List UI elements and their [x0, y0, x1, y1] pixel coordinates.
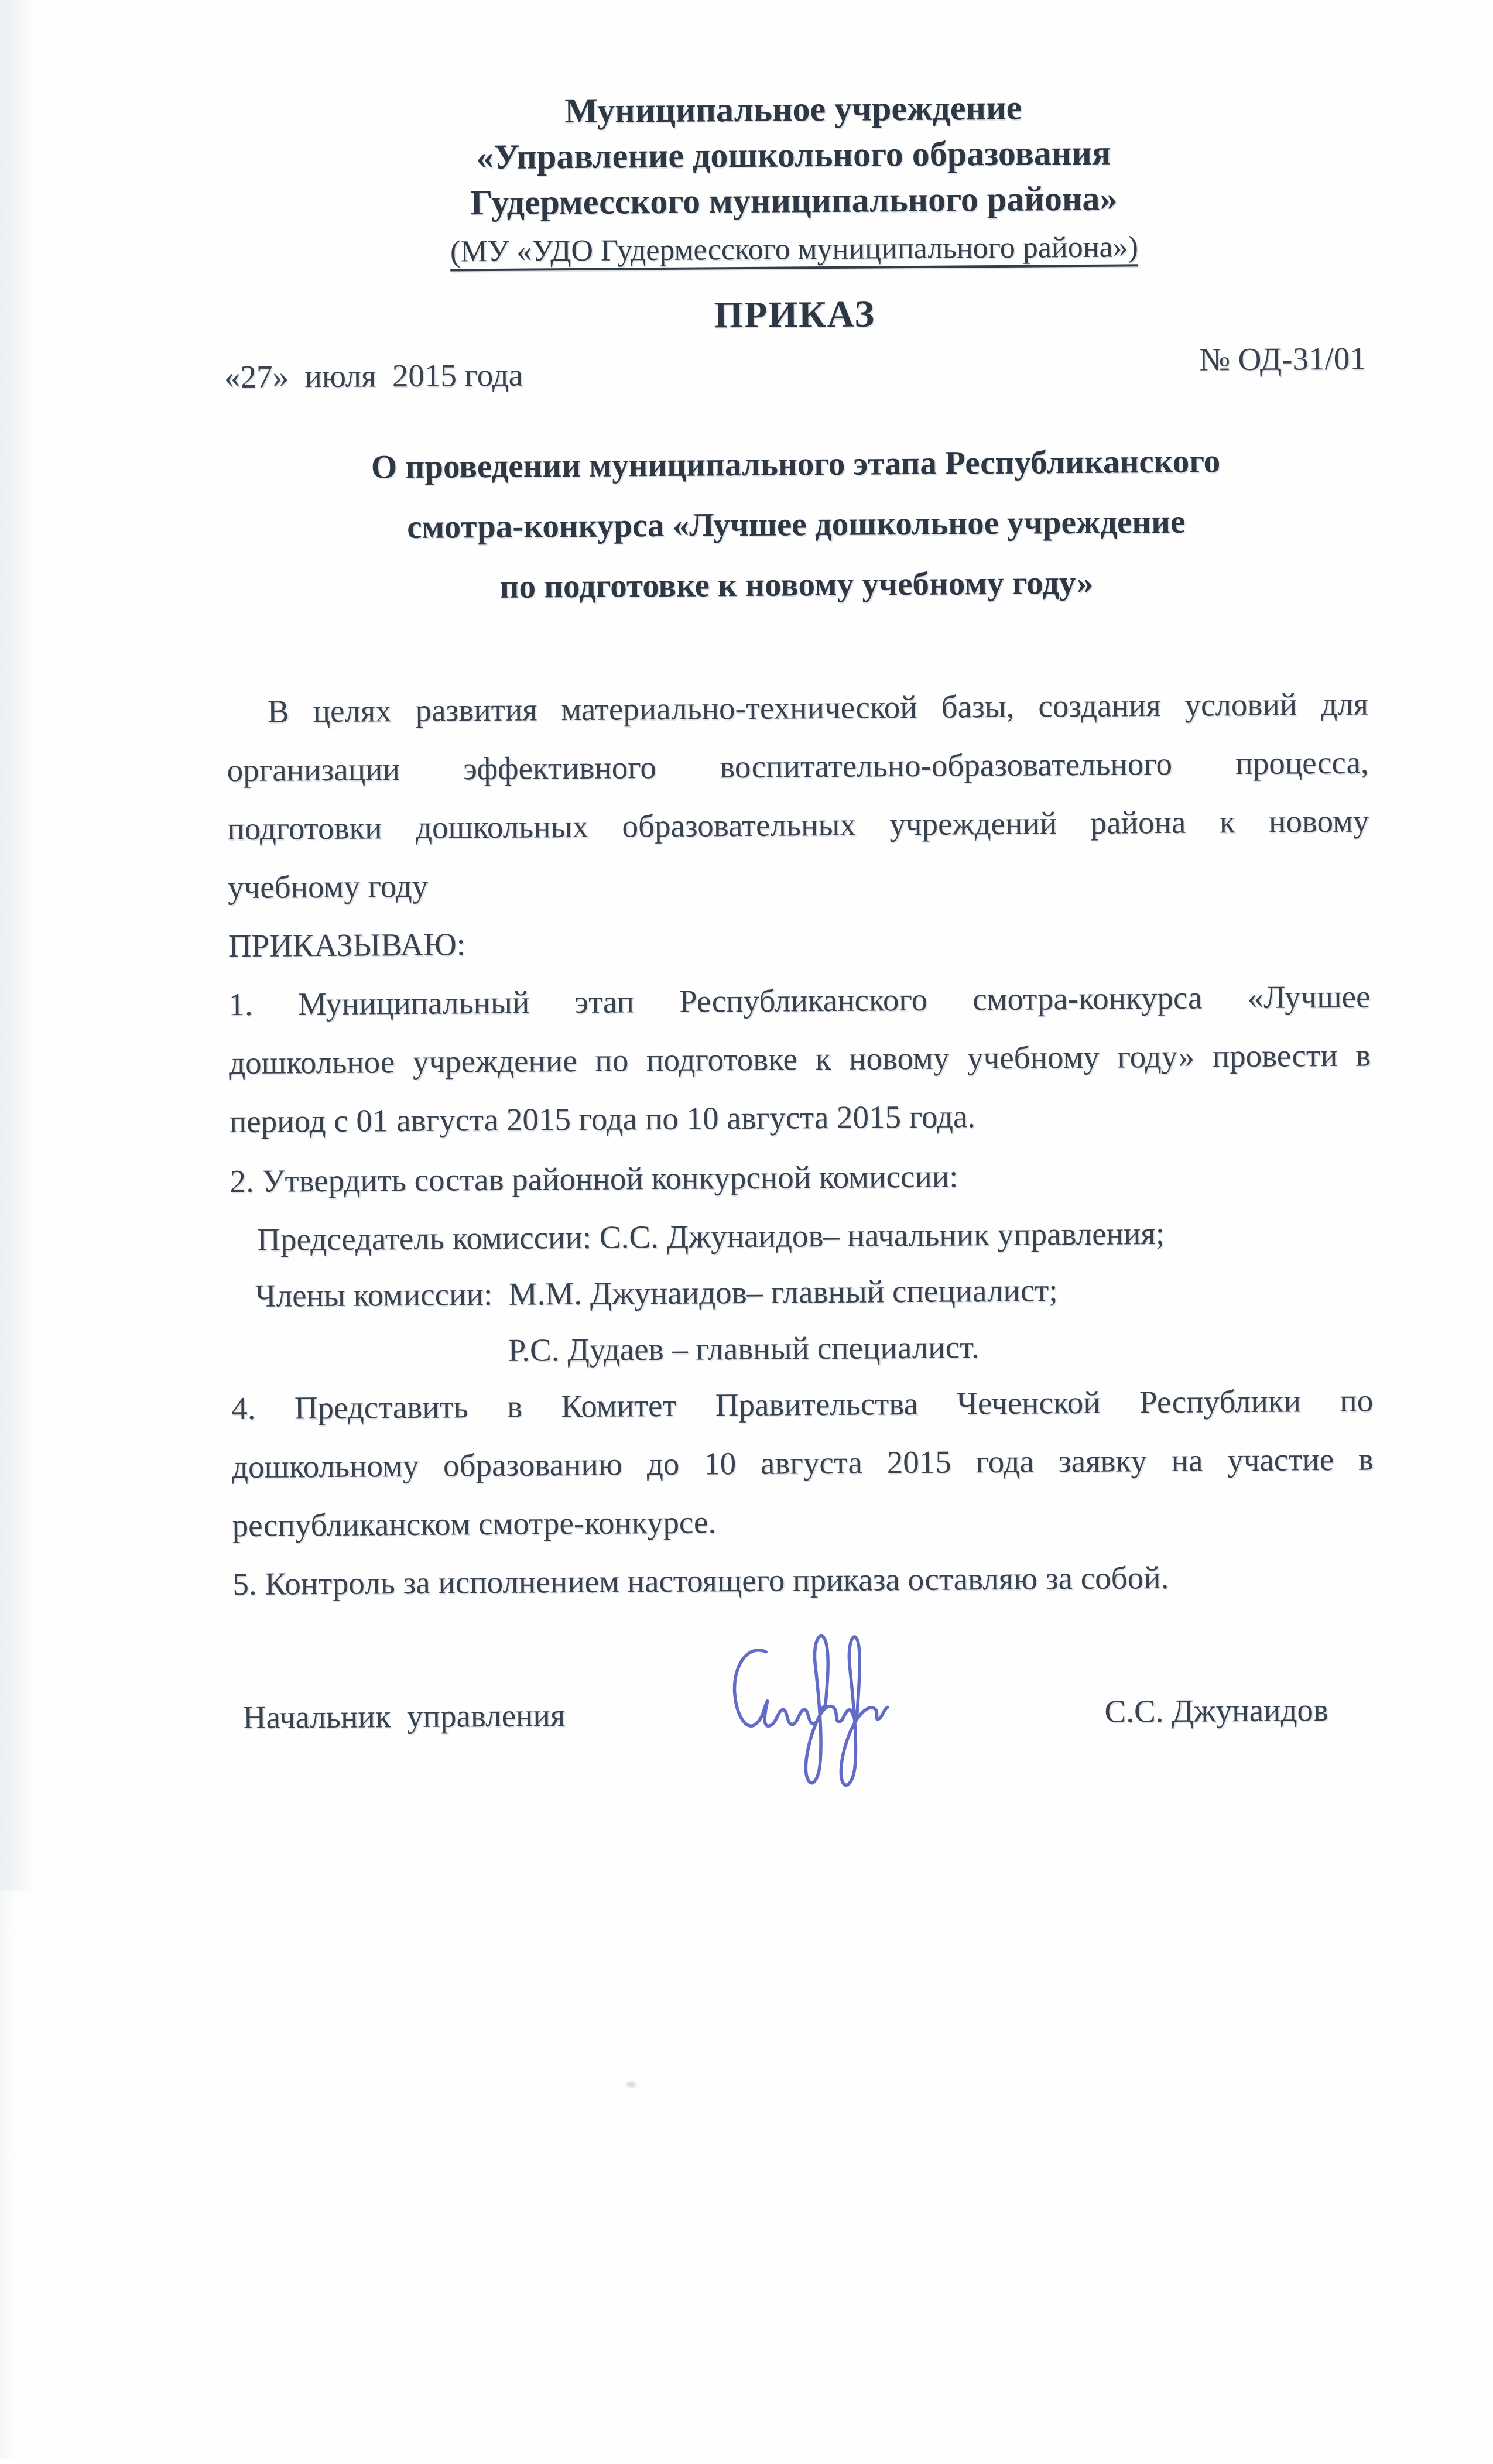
subject-line-2: смотра-конкурса «Лучшее дошкольное учреждение	[407, 503, 1186, 546]
signatory-position: Начальник управления	[242, 1697, 566, 1736]
item-4-line-2: дошкольному образованию до 10 августа 2015 года заявку на участие в	[231, 1441, 1374, 1485]
commission-member-2-line: Р.С. Дудаев – главный специалист.	[508, 1329, 980, 1368]
item-1-line-2: дошкольное учреждение по подготовке к новому учебному году» провести в	[228, 1037, 1371, 1081]
preamble-line-1: В целях развития материально-технической базы, создания условий для	[267, 686, 1369, 729]
org-name-line-2: «Управление дошкольного образования	[476, 133, 1111, 177]
document-number: № ОД-31/01	[1199, 340, 1366, 378]
date-number-row	[224, 340, 1367, 407]
org-name-line-3: Гудермесского муниципального района»	[470, 179, 1118, 222]
resolution-word: ПРИКАЗЫВАЮ:	[228, 926, 466, 964]
preamble-line-4: учебному году	[227, 868, 429, 906]
document-date: «27» июля 2015 года	[224, 357, 523, 395]
commission-members-line: Члены комиссии: М.М. Джунаидов– главный специалист;	[255, 1272, 1058, 1314]
org-name-line-1: Муниципальное учреждение	[564, 88, 1022, 131]
document-type-title: ПРИКАЗ	[714, 293, 876, 336]
subject-line-1: О проведении муниципального этапа Республиканского	[371, 443, 1221, 486]
org-abbreviation-underlined: (МУ «УДО Гудермесского муниципального района»)	[450, 230, 1139, 269]
subject-heading	[225, 430, 1368, 619]
signatory-name: С.С. Джунаидов	[1104, 1692, 1329, 1729]
preamble-line-2: организации эффективного воспитательно-образовательного процесса,	[227, 744, 1369, 789]
commission-chair-line: Председатель комиссии: С.С. Джунаидов– начальник управления;	[257, 1215, 1165, 1257]
item-1-line-1: 1. Муниципальный этап Республиканского смотра-конкурса «Лучшее	[228, 978, 1371, 1023]
order-item-4	[231, 1372, 1374, 1555]
item-4-line-1: 4. Представить в Комитет Правительства Чеченской Республики по	[231, 1382, 1374, 1427]
item-1-line-3: период с 01 августа 2015 года по 10 августа 2015 года.	[229, 1098, 976, 1140]
preamble-line-3: подготовки дошкольных образовательных учреждений района к новому	[227, 803, 1369, 847]
order-item-1	[228, 968, 1371, 1152]
subject-line-3: по подготовке к новому учебному году»	[499, 564, 1094, 605]
order-item-5: 5. Контроль за исполнением настоящего приказа оставляю за собой.	[232, 1559, 1169, 1602]
item-4-line-3: республиканском смотре-конкурсе.	[232, 1504, 717, 1544]
organization-header	[222, 83, 1365, 277]
handwritten-signature-ink	[720, 1627, 891, 1804]
order-item-2: 2. Утвердить состав районной конкурсной комиссии:	[230, 1158, 958, 1200]
preamble-paragraph	[227, 675, 1370, 917]
